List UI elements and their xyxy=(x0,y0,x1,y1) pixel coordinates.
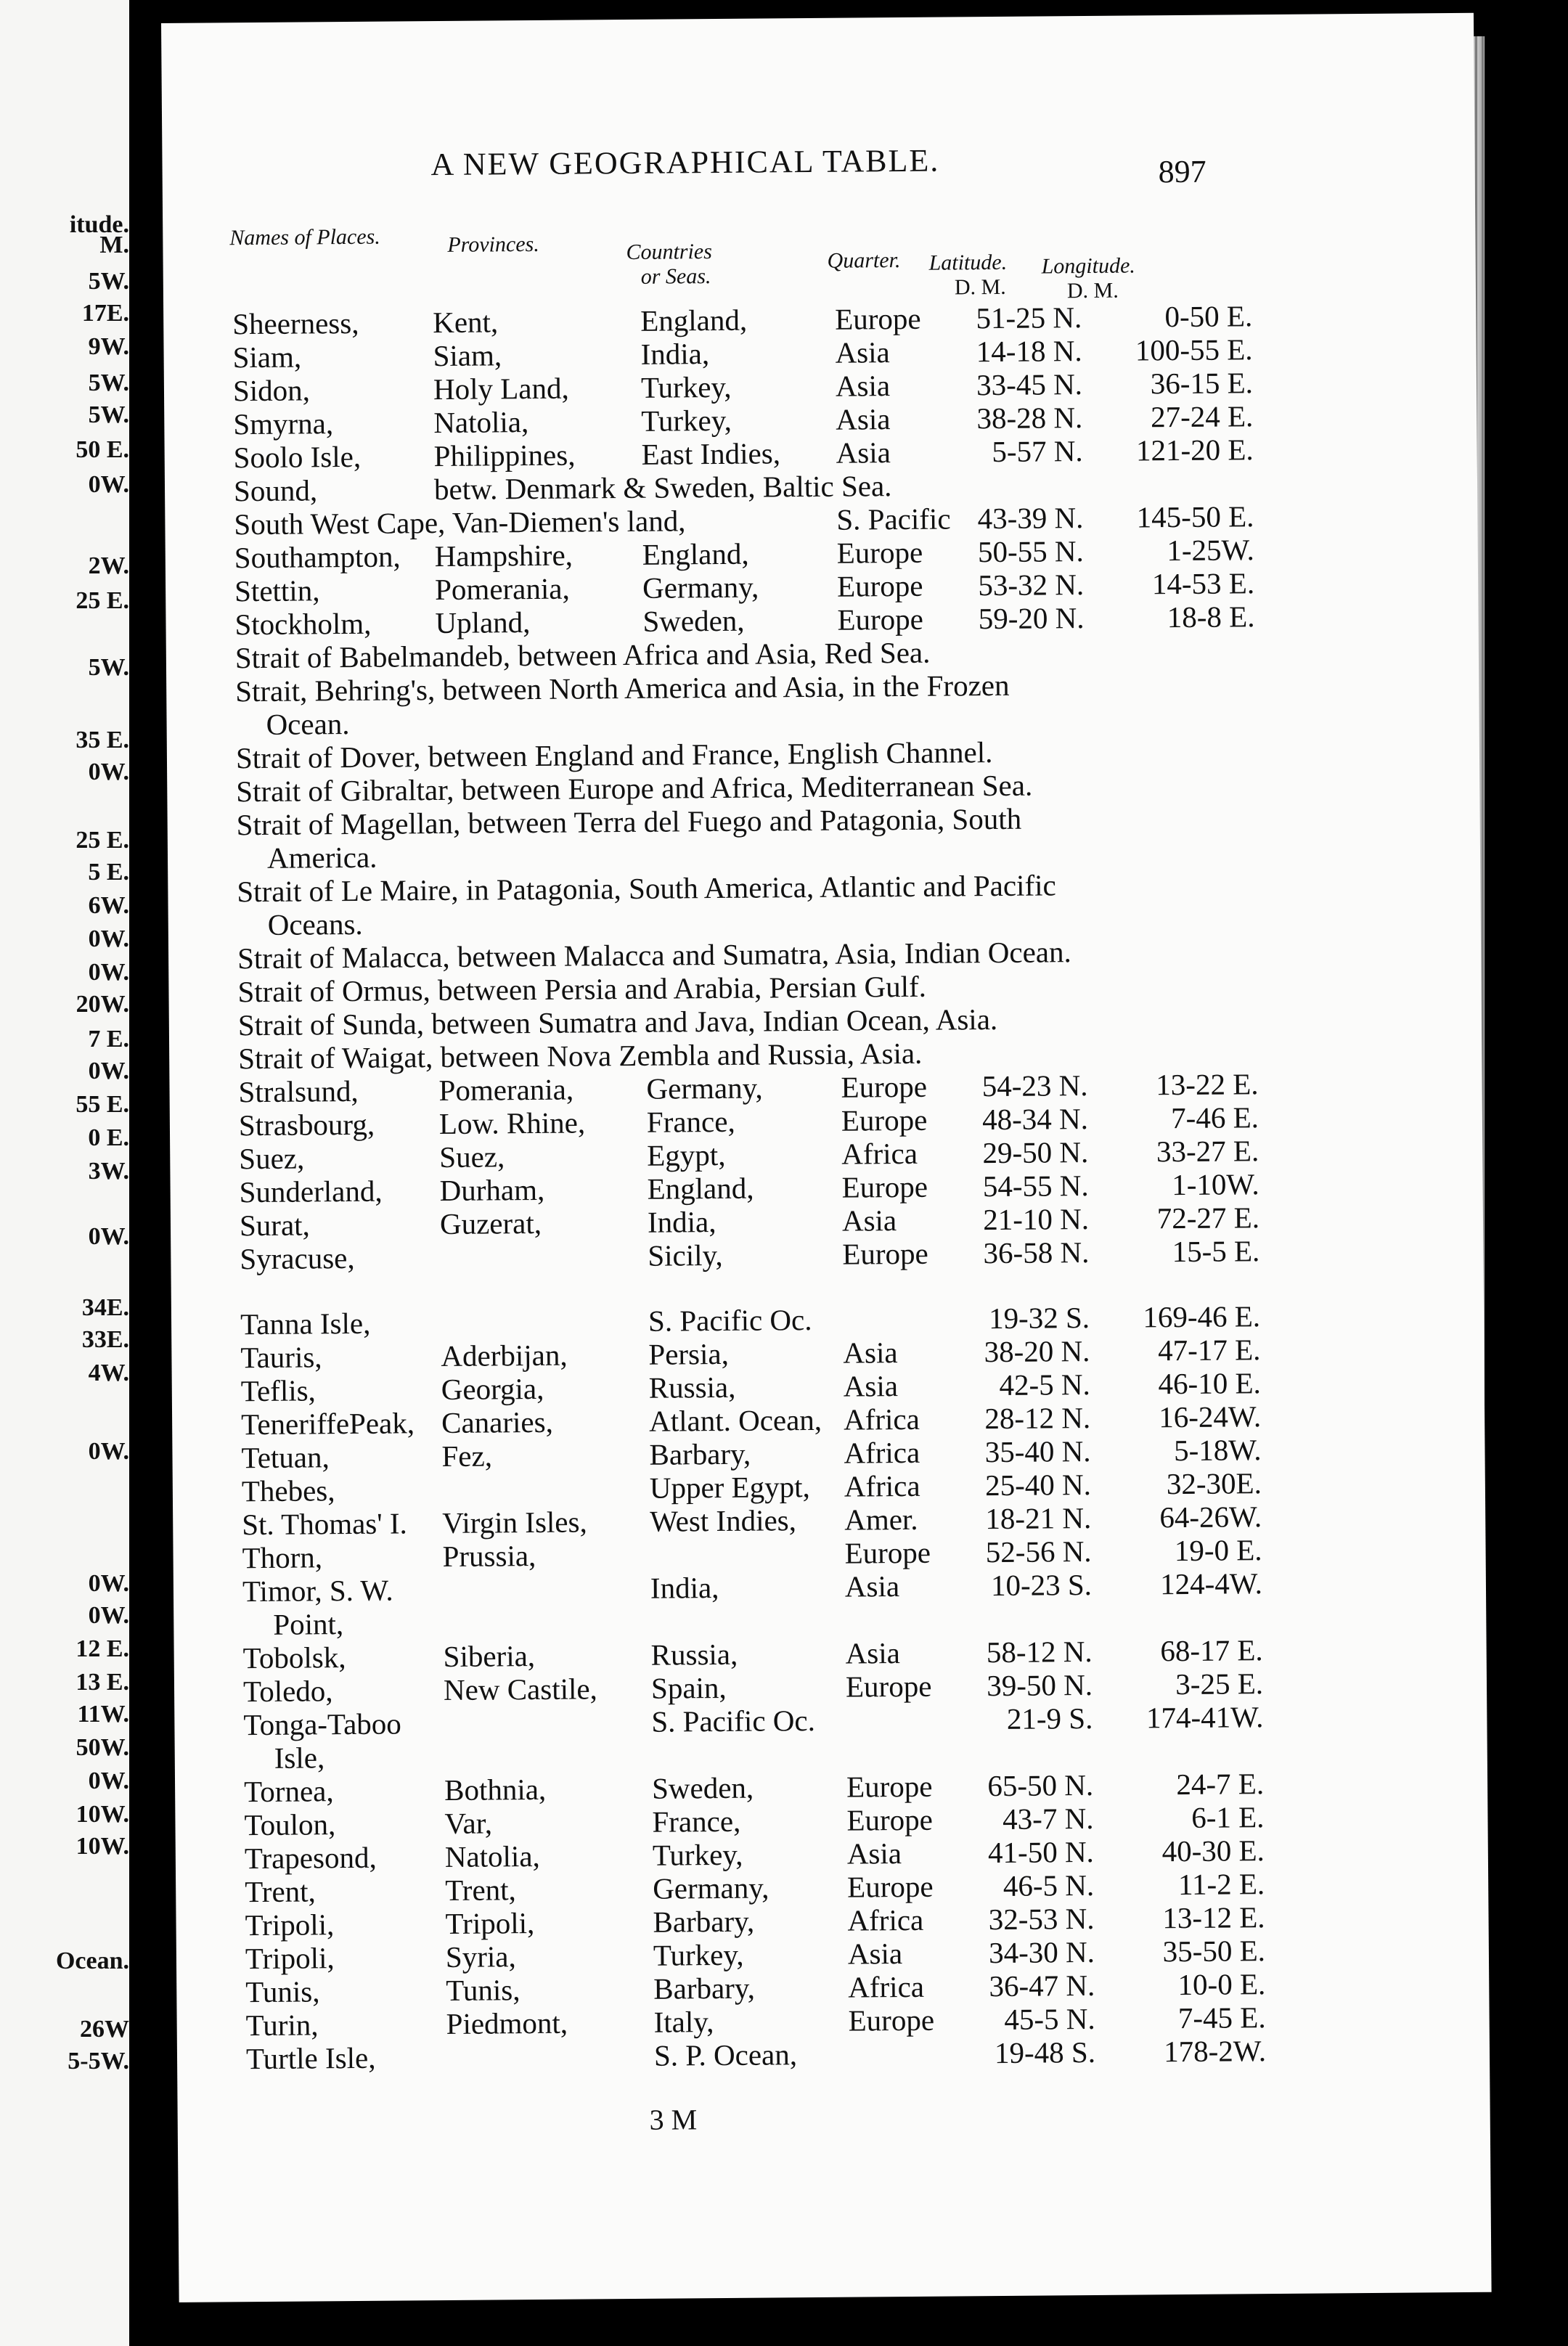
longitude: 64-26W. xyxy=(1159,1500,1262,1534)
place-name: Turin, xyxy=(245,2008,319,2043)
country-or-sea: Barbary, xyxy=(649,1436,751,1471)
quarter: Europe xyxy=(841,1169,928,1204)
country-or-sea: Turkey, xyxy=(652,1837,743,1872)
left-page-line: M. xyxy=(99,232,129,258)
place-name: Stralsund, xyxy=(238,1074,359,1109)
longitude: 100-55 E. xyxy=(1135,332,1253,367)
province: Trent, xyxy=(445,1873,516,1908)
longitude: 18-8 E. xyxy=(1167,600,1255,634)
country-or-sea: Germany, xyxy=(642,570,759,605)
country-or-sea: England, xyxy=(640,303,748,338)
table-row xyxy=(237,865,1471,908)
left-page-line: 9W. xyxy=(88,333,129,360)
place-name: Turtle Isle, xyxy=(245,2040,376,2076)
quarter: Africa xyxy=(844,1468,920,1503)
province: Durham, xyxy=(439,1172,545,1208)
longitude: 40-30 E. xyxy=(1161,1834,1265,1868)
province: Siberia, xyxy=(443,1639,536,1674)
province: Low. Rhine, xyxy=(438,1105,586,1141)
left-page-line: 0W. xyxy=(88,1570,129,1597)
place-name: Southampton, xyxy=(234,539,401,575)
country-or-sea: Spain, xyxy=(650,1670,727,1705)
latitude: 42-5 N. xyxy=(999,1368,1090,1402)
entry-description: betw. Denmark & Sweden, Baltic Sea. xyxy=(433,469,892,507)
province: Pomerania, xyxy=(434,571,570,607)
running-head: A NEW GEOGRAPHICAL TABLE. xyxy=(430,142,940,183)
longitude: 10-0 E. xyxy=(1177,1967,1266,2002)
country-or-sea: Sicily, xyxy=(648,1238,723,1272)
place-name: Suez, xyxy=(239,1141,305,1176)
quarter: Asia xyxy=(843,1336,898,1370)
quarter: Asia xyxy=(835,369,891,403)
province: Virgin Isles, xyxy=(442,1505,587,1540)
place-name: Tanna Isle, xyxy=(240,1306,371,1341)
country-or-sea: France, xyxy=(652,1804,741,1839)
place-name: Tunis, xyxy=(245,1974,320,2009)
longitude: 15-5 E. xyxy=(1172,1234,1260,1269)
province: Guzerat, xyxy=(439,1206,542,1241)
country-or-sea: Persia, xyxy=(648,1336,730,1371)
header-latitude: Latitude. xyxy=(928,250,1008,275)
quarter: Europe xyxy=(846,1802,934,1837)
longitude: 13-12 E. xyxy=(1162,1900,1265,1935)
latitude: 41-50 N. xyxy=(987,1834,1095,1870)
entry-description: Strait of Babelmandeb, between Africa and Asia, Red Sea. xyxy=(234,635,931,675)
latitude: 5-57 N. xyxy=(992,434,1083,469)
province: New Castile, xyxy=(443,1672,598,1707)
longitude: 178-2W. xyxy=(1163,2034,1267,2069)
left-page-line: 12 E. xyxy=(75,1635,129,1662)
longitude: 145-50 E. xyxy=(1136,499,1254,534)
left-page-line: 0W. xyxy=(88,1602,129,1629)
latitude: 48-34 N. xyxy=(981,1102,1089,1137)
place-name: Trent, xyxy=(245,1874,317,1909)
quarter: Asia xyxy=(846,1836,902,1871)
latitude: 21-9 S. xyxy=(1006,1701,1093,1736)
signature-mark: 3 M xyxy=(649,2103,698,2136)
header-longitude: Longitude. xyxy=(1041,253,1135,279)
province: Suez, xyxy=(439,1140,505,1174)
quarter: Asia xyxy=(841,1203,897,1238)
longitude: 174-41W. xyxy=(1146,1700,1264,1735)
country-or-sea: England, xyxy=(647,1171,754,1206)
latitude: 14-18 N. xyxy=(976,334,1082,369)
longitude: 32-30E. xyxy=(1166,1466,1262,1501)
latitude: 19-32 S. xyxy=(988,1301,1090,1336)
latitude: 59-20 N. xyxy=(978,601,1085,636)
quarter: Europe xyxy=(836,535,923,570)
latitude: 43-7 N. xyxy=(1003,1801,1094,1836)
quarter: Africa xyxy=(844,1435,920,1470)
quarter: Asia xyxy=(845,1636,901,1670)
place-name: Tornea, xyxy=(243,1774,334,1809)
left-page-line: 0W. xyxy=(88,1438,129,1465)
place-name: St. Thomas' I. xyxy=(242,1506,408,1542)
place-name: Syracuse, xyxy=(240,1241,355,1276)
header-or-seas: or Seas. xyxy=(640,264,711,289)
quarter: Africa xyxy=(847,1902,924,1937)
country-or-sea: Russia, xyxy=(650,1637,738,1672)
latitude: 52-56 N. xyxy=(985,1534,1092,1569)
latitude: 50-55 N. xyxy=(977,534,1084,569)
latitude: 39-50 N. xyxy=(987,1667,1093,1703)
province: Natolia, xyxy=(433,405,529,440)
province: Upland, xyxy=(435,605,531,640)
latitude: 53-32 N. xyxy=(978,568,1085,602)
longitude: 6-1 E. xyxy=(1191,1800,1265,1834)
place-name: Smyrna, xyxy=(233,406,334,441)
longitude: 7-46 E. xyxy=(1171,1100,1259,1135)
quarter: Europe xyxy=(842,1236,928,1271)
province: Tunis, xyxy=(446,1973,520,2008)
place-name: Trapesond, xyxy=(244,1840,377,1876)
quarter: Asia xyxy=(847,1937,903,1971)
quarter: Europe xyxy=(846,1769,933,1804)
country-or-sea: England, xyxy=(642,536,749,571)
latitude: 34-30 N. xyxy=(988,1934,1095,1970)
province: Syria, xyxy=(445,1940,516,1974)
country-or-sea: Upper Egypt, xyxy=(649,1470,810,1505)
quarter: Europe xyxy=(848,2003,935,2038)
left-page-line: 0 E. xyxy=(88,1124,129,1151)
longitude: 35-50 E. xyxy=(1162,1934,1266,1969)
entry-description: Strait of Ormus, between Persia and Arabia, Persian Gulf. xyxy=(237,969,927,1009)
province: Bothnia, xyxy=(444,1772,547,1807)
quarter: Europe xyxy=(845,1669,932,1704)
quarter: Asia xyxy=(835,335,890,369)
left-page-line: itude. xyxy=(69,211,129,238)
latitude: 10-23 S. xyxy=(990,1567,1093,1603)
continuation-line: Isle, xyxy=(274,1741,325,1775)
quarter: Asia xyxy=(836,402,891,436)
left-page-line: 5 E. xyxy=(88,859,129,886)
province: Holy Land, xyxy=(433,371,569,406)
country-or-sea: West Indies, xyxy=(650,1503,797,1538)
longitude: 11-2 E. xyxy=(1177,1867,1265,1902)
latitude: 38-28 N. xyxy=(976,401,1083,436)
quarter: Europe xyxy=(844,1535,931,1570)
place-name: Toulon, xyxy=(244,1807,336,1842)
entry-description: Strait of Le Maire, in Patagonia, South America, Atlantic and Pacific xyxy=(237,868,1056,909)
province: Georgia, xyxy=(441,1371,544,1407)
country-or-sea: S. Pacific Oc. xyxy=(648,1303,812,1338)
latitude: 54-23 N. xyxy=(981,1068,1088,1103)
left-page-line: 11W. xyxy=(77,1701,129,1728)
place-name: Thebes, xyxy=(241,1474,335,1508)
place-name: Surat, xyxy=(239,1208,310,1243)
left-page-line: 25 E. xyxy=(75,587,129,614)
place-name: Teflis, xyxy=(240,1373,317,1408)
country-or-sea: Germany, xyxy=(653,1871,769,1905)
place-name: Tonga-Taboo xyxy=(243,1707,402,1742)
latitude: 36-58 N. xyxy=(983,1235,1090,1270)
country-or-sea: Sweden, xyxy=(642,603,745,638)
longitude: 24-7 E. xyxy=(1176,1767,1265,1802)
quarter: S. Pacific xyxy=(836,502,951,536)
quarter: Asia xyxy=(843,1369,899,1403)
province: Siam, xyxy=(433,338,502,373)
longitude: 72-27 E. xyxy=(1156,1201,1260,1235)
left-page-line: 3W. xyxy=(88,1158,129,1185)
left-page-line: 33E. xyxy=(81,1326,129,1353)
latitude: 36-47 N. xyxy=(989,1968,1095,2003)
quarter: Europe xyxy=(836,568,923,603)
left-page-line: 5W. xyxy=(88,654,129,681)
left-page-line: 17E. xyxy=(81,300,129,327)
left-page-line: 0W. xyxy=(88,471,129,498)
longitude: 14-53 E. xyxy=(1151,566,1255,601)
country-or-sea: Turkey, xyxy=(640,369,732,404)
left-page-line: 50W. xyxy=(75,1734,129,1761)
country-or-sea: Turkey, xyxy=(653,1937,744,1972)
left-page-line: 55 E. xyxy=(75,1091,129,1118)
longitude: 33-27 E. xyxy=(1156,1134,1259,1169)
province: Natolia, xyxy=(444,1839,540,1874)
left-page-fragment xyxy=(0,0,129,2346)
longitude: 46-10 E. xyxy=(1158,1366,1261,1401)
country-or-sea: Barbary, xyxy=(653,1971,756,2006)
latitude: 21-10 N. xyxy=(983,1202,1090,1237)
left-page-line: 26W xyxy=(80,2016,129,2043)
province: Pomerania, xyxy=(438,1072,574,1108)
longitude: 47-17 E. xyxy=(1158,1333,1261,1368)
left-page-line: 10W. xyxy=(75,1801,129,1828)
left-page-line: 5W. xyxy=(88,268,129,295)
province: Fez, xyxy=(441,1439,493,1474)
country-or-sea: India, xyxy=(647,1205,716,1239)
entry-description: Strait of Malacca, between Malacca and Sumatra, Asia, Indian Ocean. xyxy=(237,935,1071,976)
longitude: 0-50 E. xyxy=(1164,299,1253,334)
longitude: 7-45 E. xyxy=(1177,2000,1266,2035)
longitude: 27-24 E. xyxy=(1150,399,1254,434)
left-page-line: 6W. xyxy=(88,892,129,919)
longitude: 13-22 E. xyxy=(1156,1067,1259,1102)
latitude: 65-50 N. xyxy=(987,1767,1094,1803)
entry-description: Strait, Behring's, between North America and Asia, in the Frozen xyxy=(235,668,1010,708)
latitude: 45-5 N. xyxy=(1004,2001,1095,2036)
place-name: Sidon, xyxy=(232,373,311,408)
latitude: 38-20 N. xyxy=(984,1334,1090,1369)
place-name: Tripoli, xyxy=(245,1941,335,1976)
longitude: 121-20 E. xyxy=(1135,433,1254,467)
country-or-sea: Germany, xyxy=(646,1071,763,1105)
latitude: 46-5 N. xyxy=(1003,1868,1095,1902)
province: Prussia, xyxy=(442,1539,536,1574)
left-page-line: 7 E. xyxy=(88,1026,129,1053)
latitude: 18-21 N. xyxy=(985,1501,1092,1536)
latitude: 19-48 S. xyxy=(994,2035,1096,2070)
left-page-line: 4W. xyxy=(88,1360,129,1386)
left-page-line: 2W. xyxy=(88,552,129,579)
longitude: 36-15 E. xyxy=(1150,366,1254,401)
longitude: 19-0 E. xyxy=(1174,1533,1262,1568)
entry-description: Strait of Sunda, between Sumatra and Java, Indian Ocean, Asia. xyxy=(237,1002,998,1042)
quarter: Asia xyxy=(836,436,891,470)
province: Piedmont, xyxy=(446,2006,568,2041)
country-or-sea: Barbary, xyxy=(653,1904,755,1939)
country-or-sea: Russia, xyxy=(648,1370,736,1405)
left-page-line: 0W. xyxy=(88,1223,129,1250)
header-latitude-unit: D. M. xyxy=(954,274,1006,300)
quarter: Africa xyxy=(848,1969,925,2004)
left-page-line: 10W. xyxy=(75,1833,129,1860)
left-page-line: 25 E. xyxy=(75,827,129,854)
place-name: Tobolsk, xyxy=(242,1640,346,1675)
page-number: 897 xyxy=(1158,153,1206,190)
place-name: Thorn, xyxy=(242,1540,323,1575)
country-or-sea: Sweden, xyxy=(651,1770,754,1805)
quarter: Amer. xyxy=(844,1502,918,1537)
left-page-line: 5-5W. xyxy=(68,2048,129,2075)
place-name: Soolo Isle, xyxy=(233,439,362,475)
latitude: 32-53 N. xyxy=(988,1901,1095,1937)
quarter: Asia xyxy=(844,1569,900,1603)
left-page-line: 0W. xyxy=(88,1058,129,1084)
province: Hampshire, xyxy=(434,538,573,573)
header-provinces: Provinces. xyxy=(447,232,539,257)
longitude: 16-24W. xyxy=(1159,1399,1262,1434)
province: Kent, xyxy=(433,305,499,340)
longitude: 169-46 E. xyxy=(1143,1299,1261,1334)
header-longitude-unit: D. M. xyxy=(1066,278,1119,303)
quarter: Europe xyxy=(835,301,921,336)
header-countries: Countries xyxy=(626,240,712,264)
province: Tripoli, xyxy=(445,1906,535,1941)
province: Aderbijan, xyxy=(441,1338,568,1373)
longitude: 68-17 E. xyxy=(1160,1633,1263,1668)
left-page-line: 0W. xyxy=(88,1767,129,1794)
quarter: Africa xyxy=(843,1402,920,1436)
left-page-line: 0W. xyxy=(88,925,129,952)
left-page-line: 34E. xyxy=(81,1294,129,1321)
header-quarter: Quarter. xyxy=(827,248,901,273)
quarter: Europe xyxy=(837,602,924,637)
latitude: 35-40 N. xyxy=(984,1434,1091,1469)
latitude: 28-12 N. xyxy=(984,1401,1091,1436)
place-name: Strasbourg, xyxy=(238,1107,375,1143)
place-name: Tripoli, xyxy=(245,1908,335,1942)
left-page-line: 50 E. xyxy=(75,436,129,463)
continuation-line: Oceans. xyxy=(267,907,363,941)
place-name: Sheerness, xyxy=(232,306,359,341)
country-or-sea: East Indies, xyxy=(641,436,781,471)
latitude: 25-40 N. xyxy=(984,1468,1092,1503)
province: Philippines, xyxy=(433,438,576,473)
place-name: Timor, S. W. xyxy=(242,1573,393,1609)
place-name: Tetuan, xyxy=(241,1440,330,1475)
geographical-table xyxy=(161,13,1492,2302)
place-name: TeneriffePeak, xyxy=(240,1406,415,1442)
latitude: 33-45 N. xyxy=(976,367,1083,402)
latitude: 43-39 N. xyxy=(977,501,1084,536)
entry-description: Strait of Gibraltar, between Europe and Africa, Mediterranean Sea. xyxy=(236,768,1033,809)
latitude: 29-50 N. xyxy=(982,1135,1089,1170)
left-page-line: 35 E. xyxy=(75,727,129,753)
entry-description: Strait of Dover, between England and France, English Channel. xyxy=(235,735,993,775)
left-page-line: 5W. xyxy=(88,369,129,396)
place-name: Siam, xyxy=(232,340,302,375)
place-name: Toledo, xyxy=(242,1674,333,1709)
latitude: 58-12 N. xyxy=(986,1634,1093,1669)
place-name: Stettin, xyxy=(234,573,320,608)
country-or-sea: Atlant. Ocean, xyxy=(648,1402,822,1438)
quarter: Europe xyxy=(841,1069,928,1104)
book-page xyxy=(161,13,1492,2302)
longitude: 1-10W. xyxy=(1172,1167,1259,1202)
left-page-line: 5W. xyxy=(88,401,129,428)
header-names-of-places: Names of Places. xyxy=(229,224,380,250)
place-name: Stockholm, xyxy=(234,606,372,642)
continuation-line: America. xyxy=(266,840,377,875)
left-page-line: 13 E. xyxy=(75,1669,129,1696)
place-name: South West Cape, Van-Diemen's land, xyxy=(234,504,686,541)
quarter: Europe xyxy=(841,1103,928,1137)
left-page-line: 0W. xyxy=(88,759,129,785)
place-name: Tauris, xyxy=(240,1340,322,1375)
continuation-line: Ocean. xyxy=(266,706,350,741)
longitude: 1-25W. xyxy=(1167,533,1254,568)
country-or-sea: S. Pacific Oc. xyxy=(651,1703,816,1738)
province: Canaries, xyxy=(441,1405,554,1440)
left-page-line: 20W. xyxy=(75,991,129,1018)
continuation-line: Point, xyxy=(273,1607,344,1641)
quarter: Africa xyxy=(841,1136,918,1171)
entry-description: Strait of Magellan, between Terra del Fuego and Patagonia, South xyxy=(236,801,1022,842)
country-or-sea: India, xyxy=(640,337,710,371)
longitude: 124-4W. xyxy=(1159,1566,1263,1601)
country-or-sea: France, xyxy=(646,1104,735,1139)
country-or-sea: S. P. Ocean, xyxy=(653,2038,798,2072)
latitude: 54-55 N. xyxy=(982,1169,1089,1203)
country-or-sea: Turkey, xyxy=(641,403,732,438)
longitude: 3-25 E. xyxy=(1175,1667,1264,1701)
entry-description: Strait of Waigat, between Nova Zembla and Russia, Asia. xyxy=(238,1036,923,1076)
country-or-sea: India, xyxy=(650,1571,719,1605)
quarter: Europe xyxy=(847,1869,934,1904)
longitude: 5-18W. xyxy=(1173,1433,1262,1468)
latitude: 51-25 N. xyxy=(976,301,1082,335)
place-name: Sound, xyxy=(233,473,318,508)
country-or-sea: Egypt, xyxy=(647,1137,726,1172)
left-page-line: Ocean. xyxy=(55,1947,129,1974)
left-page-line: 0W. xyxy=(88,959,129,986)
place-name: Sunderland, xyxy=(239,1174,383,1209)
country-or-sea: Italy, xyxy=(653,2005,714,2039)
province: Var, xyxy=(444,1806,493,1841)
